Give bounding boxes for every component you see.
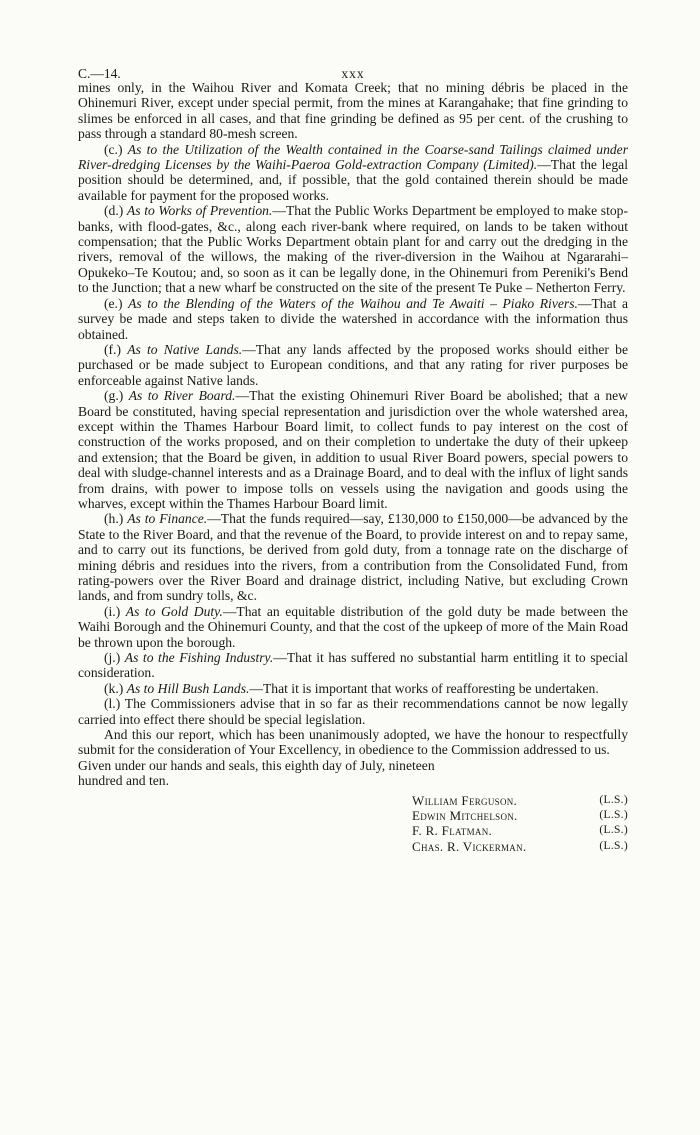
item-mark: (c.) [104,141,123,157]
item-mark: (d.) [104,203,124,219]
item-text: —That a survey be made and steps taken to divide the watershed in accordance with the information thus obtained. [78,295,628,342]
seal-mark: (L.S.) [599,793,628,806]
item-mark: (i.) [104,603,121,619]
item-text: —That any lands affected by the proposed works should either be purchased or be made subject to European conditions, and that any rating for river purposes be enforceable against Native lands. [78,341,628,388]
recommendation-e [78,296,628,342]
signature-row [412,793,628,808]
paper-reference: C.—14. [78,66,121,81]
item-heading: As to River Board. [128,388,236,404]
signatory-name: William Ferguson. [412,792,518,808]
seal-mark: (L.S.) [599,824,628,837]
recommendation-j [78,650,628,681]
signature-row [412,839,628,854]
signatory-name: Chas. R. Vickerman. [412,838,527,854]
signatory-name: Edwin Mitchelson. [412,808,518,824]
recommendation-d [78,203,628,295]
closing-paragraph: And this our report, which has been unanimously adopted, we have the honour to respectfully submit for the consideration of Your Excellency, in obedience to the Commission addressed to us. [78,727,628,758]
item-heading: As to Native Lands. [127,341,243,357]
seal-mark: (L.S.) [599,809,628,822]
seal-mark: (L.S.) [599,839,628,852]
recommendation-g [78,388,628,511]
item-text: —That the existing Ohinemuri River Board be abolished; that a new Board be constituted, having special representation and jurisdiction over the whole watershed area, except within the Thames Harbour Board limit, to collect funds to pay interest on the cost of construction of the works proposed, and on their completion to undertake the duty of their upkeep and extension; that the Board be given, in addition to usual River Board powers, special powers to deal with sludge-channel interests and as a Drainage Board, and to deal with the influx of light sands from drains, with power to impose tolls on vessels using the navigation and goods using the wharves, except within the Thames Harbour Board limit. [78,388,628,511]
signature-row [412,823,628,838]
given-line-continued: hundred and ten. [78,773,169,789]
report-body [78,80,628,854]
recommendation-h [78,511,628,603]
recommendation-k [78,681,628,696]
item-mark: (e.) [104,295,123,311]
item-heading: As to Gold Duty. [125,603,223,619]
item-text: —That the funds required—say, £130,000 to £150,000—be advanced by the State to the River Board, and that the revenue of the Board, to provide interest on and to repay same, and to carry out its functions, be derived from gold duty, from a tonnage rate on the discharge of mining débris and residues into the rivers, from a contribution from the Consolidated Fund, from rating-powers over the River Board and drainage district, including Native, but excluding Crown lands, and from sundry tolls, &c. [78,511,628,604]
recommendation-f [78,342,628,388]
item-heading: As to the Blending of the Waters of the Waihou and Te Awaiti – Piako Rivers. [128,295,578,311]
signature-block [412,793,628,855]
item-mark: (g.) [104,388,124,404]
page-number: xxx [341,66,365,81]
item-mark: (f.) [104,341,121,357]
item-text: —That the Public Works Department be employed to make stop-banks, with flood-gates, &c., along each river-bank where required, on lands to be taken without compensation; that the Public Works Department obtain plant for and carry out the dredging in the rivers, removal of the willows, the making of the river-diversion in the Waihou at Ngararahi–Opukeko–Te Koutou; and, so soon as it can be legally done, in the Ohinemuri from Pereniki's Bend to the Junction; that a new wharf be constructed on the site of the present Te Puke – Netherton Ferry. [78,203,628,296]
item-mark: (k.) [104,680,124,696]
item-heading: As to Works of Prevention. [126,203,273,219]
item-text: —That an equitable distribution of the gold duty be made between the Waihi Borough and the Ohinemuri County, and that the cost of the upkeep of more of the Main Road be thrown upon the borough. [78,603,629,650]
item-heading: As to the Utilization of the Wealth contained in the Coarse-sand Tailings claimed under River-dredging Licenses by the Waihi-Paeroa Gold-extraction Company (Limited). [78,141,628,173]
item-heading: As to Hill Bush Lands. [126,680,250,696]
item-mark: (h.) [104,511,124,527]
item-text: —That the legal position should be determined, and, if possible, that the gold contained therein should be made available for payment for the proposed works. [78,157,628,203]
recommendation-i [78,604,628,650]
item-text: —That it has suffered no substantial harm entitling it to special consideration. [78,650,628,681]
recommendation-c [78,142,628,204]
item-mark: (j.) [104,650,121,666]
given-line: Given under our hands and seals, this eighth day of July, nineteen [78,757,435,773]
item-heading: As to the Fishing Industry. [124,650,274,666]
recommendation-l: (l.) The Commissioners advise that in so far as their recommendations cannot be now legally carried into effect there should be special legislation. [78,696,628,727]
signatory-name: F. R. Flatman. [412,823,493,839]
item-text: —That it is important that works of reafforesting be undertaken. [249,680,599,696]
signature-row [412,808,628,823]
opening-paragraph: mines only, in the Waihou River and Komata Creek; that no mining débris be placed in the Ohinemuri River, except under special permit, from the mines at Karangahake; that fine grinding to slimes be enforced in all cases, and that fine grinding be defined as 95 per cent. of the crushing to pass through a standard 80-mesh screen. [78,80,628,142]
item-heading: As to Finance. [127,511,208,527]
